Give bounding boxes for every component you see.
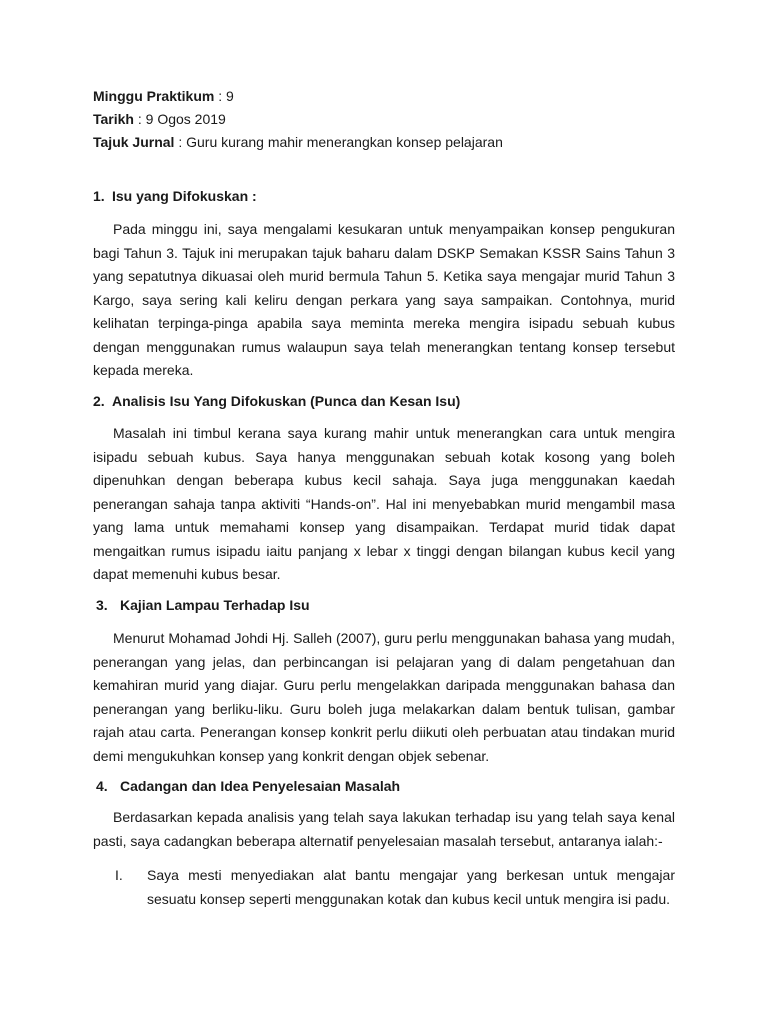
section-2-number: 2. — [93, 393, 105, 409]
section-4-body: Berdasarkan kepada analisis yang telah saya lakukan terhadap isu yang telah saya kenal pasti, saya cadangkan beberapa alternatif penyelesaian masalah tersebut, antaranya ialah:- — [93, 809, 675, 849]
section-2-heading — [93, 390, 460, 412]
section-1-body: Pada minggu ini, saya mengalami kesukaran untuk menyampaikan konsep pengukuran bagi Tahun 3. Tajuk ini merupakan tajuk baharu dalam DSKP Semakan KSSR Sains Tahun 3 yang sepatutnya dikuasai oleh murid bermula Tahun 5. Ketika saya mengajar murid Tahun 3 Kargo, saya sering kali keliru dengan perkara yang saya sampaikan. Contohnya, murid kelihatan terpinga-pinga apabila saya meminta mereka mengira isipadu sebuah kubus dengan menggunakan rumus walaupun saya telah menerangkan tentang konsep tersebut kepada mereka. — [93, 221, 675, 378]
date-line — [93, 108, 226, 130]
section-4-number: 4. — [96, 778, 108, 794]
date-label: Tarikh — [93, 111, 134, 127]
section-1-number: 1. — [93, 188, 105, 204]
section-2-body: Masalah ini timbul kerana saya kurang mahir untuk menerangkan cara untuk mengira isipadu sebuah kubus. Saya hanya menggunakan sebuah kotak kosong yang boleh dipenuhkan dengan beberapa kubus kecil sahaja. Saya juga menggunakan kaedah penerangan sahaja tanpa aktiviti “Hands-on”. Hal ini menyebabkan murid mengambil masa yang lama untuk memahami konsep yang disampaikan. Terdapat murid tidak dapat mengaitkan rumus isipadu iaitu panjang x lebar x tinggi dengan bilangan kubus kecil yang dapat memenuhi kubus besar. — [93, 425, 675, 582]
section-3-body: Menurut Mohamad Johdi Hj. Salleh (2007), guru perlu menggunakan bahasa yang mudah, penerangan yang jelas, dan perbincangan isi pelajaran yang di dalam pengetahuan dan kemahiran murid yang diajar. Guru perlu mengelakkan daripada menggunakan bahasa dan penerangan yang berliku-liku. Guru boleh juga melakarkan dalam bentuk tulisan, gambar rajah atau carta. Penerangan konsep konkrit perlu diikuti oleh perbuatan atau tindakan murid demi mengukuhkan konsep yang konkrit dengan objek sebenar. — [93, 630, 675, 764]
section-1-title: Isu yang Difokuskan : — [112, 188, 257, 204]
section-3-title: Kajian Lampau Terhadap Isu — [120, 597, 310, 613]
list-item-text: Saya mesti menyediakan alat bantu mengajar yang berkesan untuk mengajar sesuatu konsep seperti menggunakan kotak dan kubus kecil untuk mengira isi padu. — [147, 867, 675, 907]
journal-title-line — [93, 131, 503, 153]
date-value: : 9 Ogos 2019 — [133, 111, 226, 127]
section-3-number: 3. — [96, 597, 108, 613]
journal-title-value: : Guru kurang mahir menerangkan konsep pelajaran — [174, 134, 503, 150]
list-item-number: I. — [115, 867, 123, 883]
section-4-title: Cadangan dan Idea Penyelesaian Masalah — [120, 778, 401, 794]
section-2-title: Analisis Isu Yang Difokuskan (Punca dan Kesan Isu) — [112, 393, 461, 409]
section-4-heading — [96, 775, 400, 797]
week-label: Minggu Praktikum — [93, 88, 215, 104]
journal-title-label: Tajuk Jurnal — [93, 134, 175, 150]
week-line — [93, 85, 234, 107]
section-3-heading — [96, 594, 310, 616]
section-1-heading — [93, 185, 257, 207]
week-value: : 9 — [214, 88, 234, 104]
